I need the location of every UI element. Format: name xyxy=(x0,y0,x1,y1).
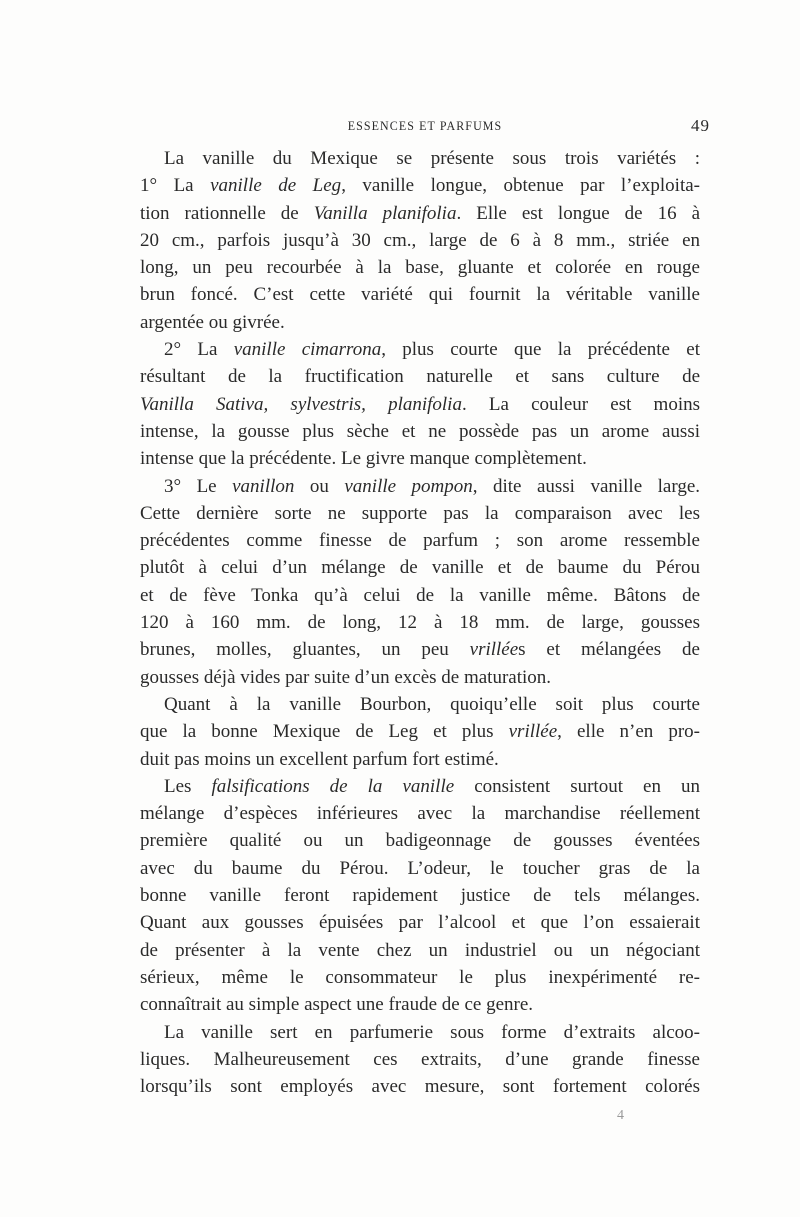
text-line: plutôt à celui d’un mélange de vanille et de baume du Pérou xyxy=(140,557,700,579)
text-line: long, un peu recourbée à la base, gluante et colorée en rouge xyxy=(140,257,700,279)
text-line: de présenter à la vente chez un industriel ou un négociant xyxy=(140,939,700,961)
text-line: 120 à 160 mm. de long, 12 à 18 mm. de large, gousses xyxy=(140,612,700,634)
text-line: première qualité ou un badigeonnage de gousses éventées xyxy=(140,830,700,852)
running-head xyxy=(140,118,710,140)
text-line: intense, la gousse plus sèche et ne possède pas un arome aussi xyxy=(140,420,700,442)
signature-mark: 4 xyxy=(617,1108,624,1123)
text-line: intense que la précédente. Le givre manque complètement. xyxy=(140,448,587,470)
text-line: bonne vanille feront rapidement justice de tels mélanges. xyxy=(140,885,700,907)
text-line: 1° La vanille de Leg, vanille longue, obtenue par l’exploita- xyxy=(140,175,701,197)
text-line: La vanille sert en parfumerie sous forme d’extraits alcoo- xyxy=(164,1021,700,1043)
text-line: argentée ou givrée. xyxy=(140,311,285,333)
text-line: précédentes comme finesse de parfum ; son arome ressemble xyxy=(140,530,700,552)
text-line: lorsqu’ils sont employés avec mesure, sont fortement colorés xyxy=(140,1076,700,1098)
text-line: La vanille du Mexique se présente sous trois variétés : xyxy=(164,148,700,169)
text-line: brunes, molles, gluantes, un peu vrillées et mélangées de xyxy=(140,639,700,661)
text-line: 2° La vanille cimarrona, plus courte que la précédente et xyxy=(164,339,700,361)
body-text xyxy=(140,145,700,1100)
text-line: résultant de la fructification naturelle et sans culture de xyxy=(140,366,700,388)
text-line: Quant aux gousses épuisées par l’alcool et que l’on essaierait xyxy=(140,912,700,934)
text-line: connaîtrait au simple aspect une fraude de ce genre. xyxy=(140,994,534,1016)
text-line: Vanilla Sativa, sylvestris, planifolia. La couleur est moins xyxy=(140,393,700,415)
text-line: avec du baume du Pérou. L’odeur, le toucher gras de la xyxy=(140,857,700,879)
text-line: tion rationnelle de Vanilla planifolia. Elle est longue de 16 à xyxy=(140,202,700,224)
page-number: 49 xyxy=(691,116,710,135)
text-line: sérieux, même le consommateur le plus inexpérimenté re- xyxy=(140,966,700,988)
text-line: gousses déjà vides par suite d’un excès de maturation. xyxy=(140,666,552,688)
text-line: duit pas moins un excellent parfum fort estimé. xyxy=(140,748,499,770)
text-line: 3° Le vanillon ou vanille pompon, dite aussi vanille large. xyxy=(164,475,701,497)
text-line: 20 cm., parfois jusqu’à 30 cm., large de 6 à 8 mm., striée en xyxy=(140,229,700,251)
text-line: et de fève Tonka qu’à celui de la vanille même. Bâtons de xyxy=(140,584,700,606)
text-line: Quant à la vanille Bourbon, quoiqu’elle soit plus courte xyxy=(164,693,700,715)
text-line: mélange d’espèces inférieures avec la marchandise réellement xyxy=(140,803,700,825)
text-line: Cette dernière sorte ne supporte pas la comparaison avec les xyxy=(140,502,700,524)
text-line: Les falsifications de la vanille consistent surtout en un xyxy=(164,775,700,797)
text-line: brun foncé. C’est cette variété qui fournit la véritable vanille xyxy=(140,284,700,306)
running-title: ESSENCES ET PARFUMS xyxy=(347,118,503,133)
text-line: que la bonne Mexique de Leg et plus vrillée, elle n’en pro- xyxy=(140,721,700,743)
text-line: liques. Malheureusement ces extraits, d’une grande finesse xyxy=(140,1048,700,1070)
